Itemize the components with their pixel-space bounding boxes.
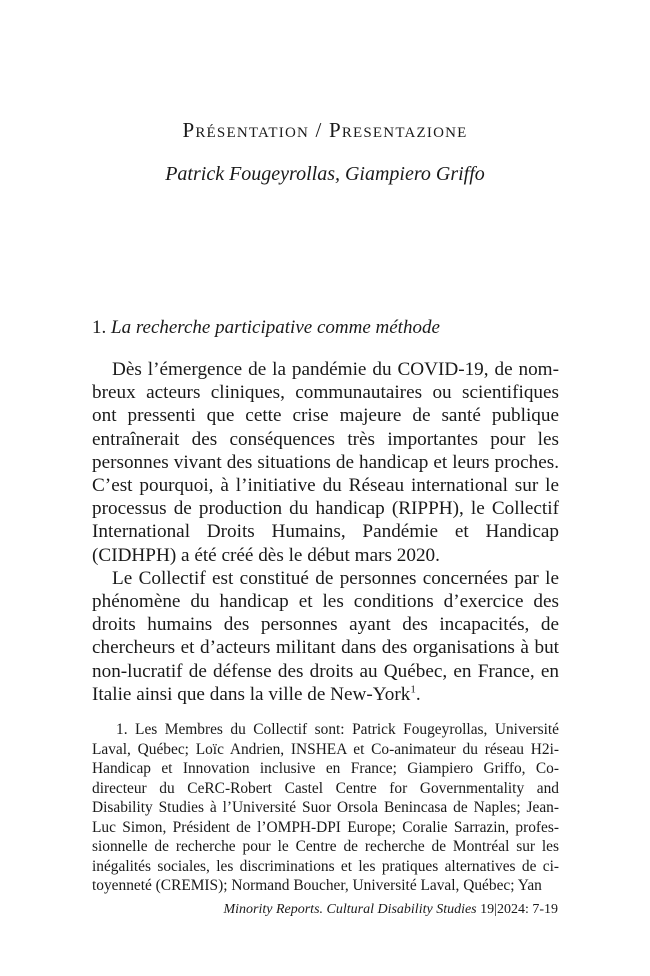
body-paragraph-1: Dès l’émergence de la pandémie du COVID-19, de nombreux acteurs cliniques, communautaires ou scientifiques ont pressenti que cette crise majeure de santé publique entraînerait des conséquences très importantes pour les personnes vivant des situations de handicap et leurs proches. C’est pourquoi, à l’initiative du Réseau international sur le processus de production du handicap (RIPPH), le Collectif International Droits Humains, Pandémie et Handicap (CIDHPH) a été créé dès le début mars 2020.	[92, 359, 559, 566]
body-text	[92, 358, 559, 706]
section-title: La recherche participative comme méthode	[111, 317, 440, 338]
section-number: 1.	[92, 317, 107, 338]
journal-name: Minority Reports. Cultural Disability Studies	[223, 902, 477, 917]
body-paragraph-2-text: Le Collectif est constitué de personnes concernées par le phénomène du handicap et les conditions d’exercice des droits humains des personnes ayant des incapacités, de chercheurs et d’acteurs militant dans des organisations à but non-lucratif de défense des droits au Québec, en France, en Italie ainsi que dans la ville de New-York	[92, 567, 559, 705]
article-authors: Patrick Fougeyrollas, Giampiero Griffo	[165, 163, 485, 185]
body-paragraph-2: Le Collectif est constitué de personnes concernées par le phénomène du handicap et les conditions d’exercice des droits humains des personnes ayant des incapacités, de chercheurs et d’acteurs militant dans des organisations à but non-lucratif de défense des droits au Québec, en France, en Italie ainsi que dans la ville de New-York$^1$.	[92, 567, 559, 705]
footnote-reference[interactable]: 1	[410, 683, 416, 696]
running-footer	[223, 902, 558, 918]
journal-issue: 19|2024: 7-19	[480, 902, 558, 917]
section-heading	[92, 317, 440, 339]
footnote-1: 1. Les Membres du Collectif sont: Patrick Fougeyrollas, Université Laval, Québec; Loïc Andrien, INSHEA et Co-animateur du réseau H2i-Handicap et Innovation inclusive en France; Giampiero Griffo, Co-directeur du CeRC-Robert Castel Centre for Governmentality and Disability Studies à l’Université Suor Orsola Benincasa de Naples; Jean-Luc Simon, Président de l’OMPH-DPI Europe; Coralie Sarrazin, professionnelle de recherche pour le Centre de recherche de Montréal sur les inégalités sociales, les discriminations et les pratiques alternatives de citoyenneté (CREMIS); Normand Boucher, Université Laval, Québec; Yan	[92, 721, 559, 894]
article-title: Présentation / Presentazione	[182, 118, 468, 142]
